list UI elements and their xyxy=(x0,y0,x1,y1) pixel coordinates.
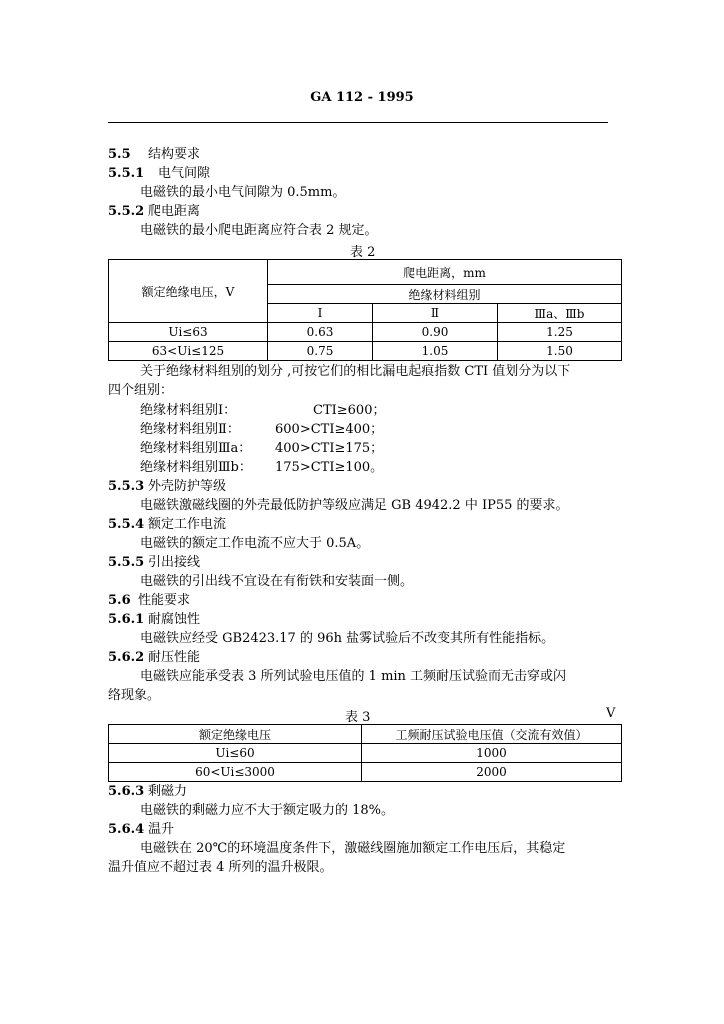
paragraph: 电磁铁激磁线圈的外壳最低防护等级应满足 GB 4942.2 中 IP55 的要求。 xyxy=(140,498,569,513)
table-cell: Ui≤63 xyxy=(109,323,268,342)
table-row xyxy=(109,342,622,361)
table-header: Ⅰ xyxy=(268,304,373,323)
table-cell: 0.75 xyxy=(268,342,373,361)
table-header: 额定绝缘电压 xyxy=(109,725,362,744)
section-title: 耐腐蚀性 xyxy=(148,612,201,627)
doc-header: GA 112 - 1995 xyxy=(310,90,414,105)
table-header: 爬电距离，mm xyxy=(268,260,622,285)
paragraph: 电磁铁应能承受表 3 所列试验电压值的 1 min 工频耐压试验而无击穿或闪 xyxy=(140,669,567,684)
table-row xyxy=(109,763,622,782)
section-5-6 xyxy=(108,592,190,610)
section-title: 剩磁力 xyxy=(148,784,188,799)
section-title: 爬电距离 xyxy=(148,204,201,219)
table-header: Ⅱ xyxy=(373,304,498,323)
section-5-6-4 xyxy=(108,821,174,839)
section-5-5-2 xyxy=(108,203,200,221)
table-cell: 0.90 xyxy=(373,323,498,342)
paragraph: 电磁铁的引出线不宜设在有衔铁和安装面一侧。 xyxy=(140,574,414,589)
table-3 xyxy=(108,724,622,782)
section-number: 5.5.5 xyxy=(108,555,145,570)
table-header: 绝缘材料组别 xyxy=(268,285,622,304)
paragraph: 电磁铁的最小电气间隙为 0.5mm。 xyxy=(140,185,346,200)
paragraph: 电磁铁的额定工作电流不应大于 0.5A。 xyxy=(140,536,370,551)
section-title: 温升 xyxy=(148,822,175,837)
section-number: 5.5.3 xyxy=(108,479,145,494)
table-cell: 2000 xyxy=(362,763,622,782)
paragraph: 温升值应不超过表 4 所列的温升极限。 xyxy=(108,860,333,875)
section-title: 性能要求 xyxy=(138,593,191,608)
table-header: 工频耐压试验电压值（交流有效值） xyxy=(362,725,622,744)
table-cell: Ui≤60 xyxy=(109,744,362,763)
table3-caption: 表 3 xyxy=(345,710,371,725)
table-header: 额定绝缘电压，V xyxy=(109,260,268,323)
section-number: 5.6.4 xyxy=(108,822,145,837)
header-rule xyxy=(108,122,608,123)
section-number: 5.5 xyxy=(108,147,131,162)
section-number: 5.6.2 xyxy=(108,650,145,665)
paragraph: 四个组别： xyxy=(108,383,174,398)
section-number: 5.5.4 xyxy=(108,517,145,532)
table2-caption: 表 2 xyxy=(350,245,376,260)
table-header: Ⅲa、Ⅲb xyxy=(498,304,622,323)
section-title: 引出接线 xyxy=(148,555,201,570)
paragraph: 电磁铁应经受 GB2423.17 的 96h 盐雾试验后不改变其所有性能指标。 xyxy=(140,631,555,646)
table-row xyxy=(109,323,622,342)
table-2 xyxy=(108,259,622,361)
section-5-5-3 xyxy=(108,478,226,496)
section-5-6-1 xyxy=(108,611,200,629)
section-title: 耐压性能 xyxy=(148,650,201,665)
section-number: 5.5.2 xyxy=(108,204,145,219)
table-cell: 63<Ui≤125 xyxy=(109,342,268,361)
table-cell: 1.25 xyxy=(498,323,622,342)
section-5-5 xyxy=(108,146,200,164)
section-title: 外壳防护等级 xyxy=(148,479,227,494)
group-item: 绝缘材料组别Ⅱ： 600>CTI≥400； xyxy=(140,422,384,437)
section-5-5-1 xyxy=(108,165,210,183)
table-cell: 0.63 xyxy=(268,323,373,342)
table-cell: 1.05 xyxy=(373,342,498,361)
paragraph: 电磁铁在 20℃的环境温度条件下，激磁线圈施加额定工作电压后，其稳定 xyxy=(140,841,566,856)
group-item: 绝缘材料组别Ⅲb： 175>CTI≥100。 xyxy=(140,460,384,475)
paragraph: 电磁铁的最小爬电距离应符合表 2 规定。 xyxy=(140,223,378,238)
paragraph: 络现象。 xyxy=(108,688,161,703)
paragraph: 电磁铁的剩磁力应不大于额定吸力的 18%。 xyxy=(140,803,395,818)
group-item: 绝缘材料组别Ⅰ： CTI≥600； xyxy=(140,403,386,418)
section-title: 额定工作电流 xyxy=(148,517,227,532)
section-5-6-3 xyxy=(108,783,187,801)
section-number: 5.6 xyxy=(108,593,131,608)
section-5-5-4 xyxy=(108,516,226,534)
section-title: 电气间隙 xyxy=(158,166,211,181)
section-number: 5.5.1 xyxy=(108,166,145,181)
table-row xyxy=(109,744,622,763)
table-cell: 60<Ui≤3000 xyxy=(109,763,362,782)
table-cell: 1.50 xyxy=(498,342,622,361)
section-5-5-5 xyxy=(108,554,200,572)
paragraph: 关于绝缘材料组别的划分 ,可按它们的相比漏电起痕指数 CTI 值划分为以下 xyxy=(140,364,571,379)
table3-unit: V xyxy=(606,706,616,721)
section-number: 5.6.1 xyxy=(108,612,145,627)
group-item: 绝缘材料组别Ⅲa： 400>CTI≥175； xyxy=(140,441,384,456)
section-number: 5.6.3 xyxy=(108,784,145,799)
table-cell: 1000 xyxy=(362,744,622,763)
section-title: 结构要求 xyxy=(148,147,201,162)
section-5-6-2 xyxy=(108,649,200,667)
